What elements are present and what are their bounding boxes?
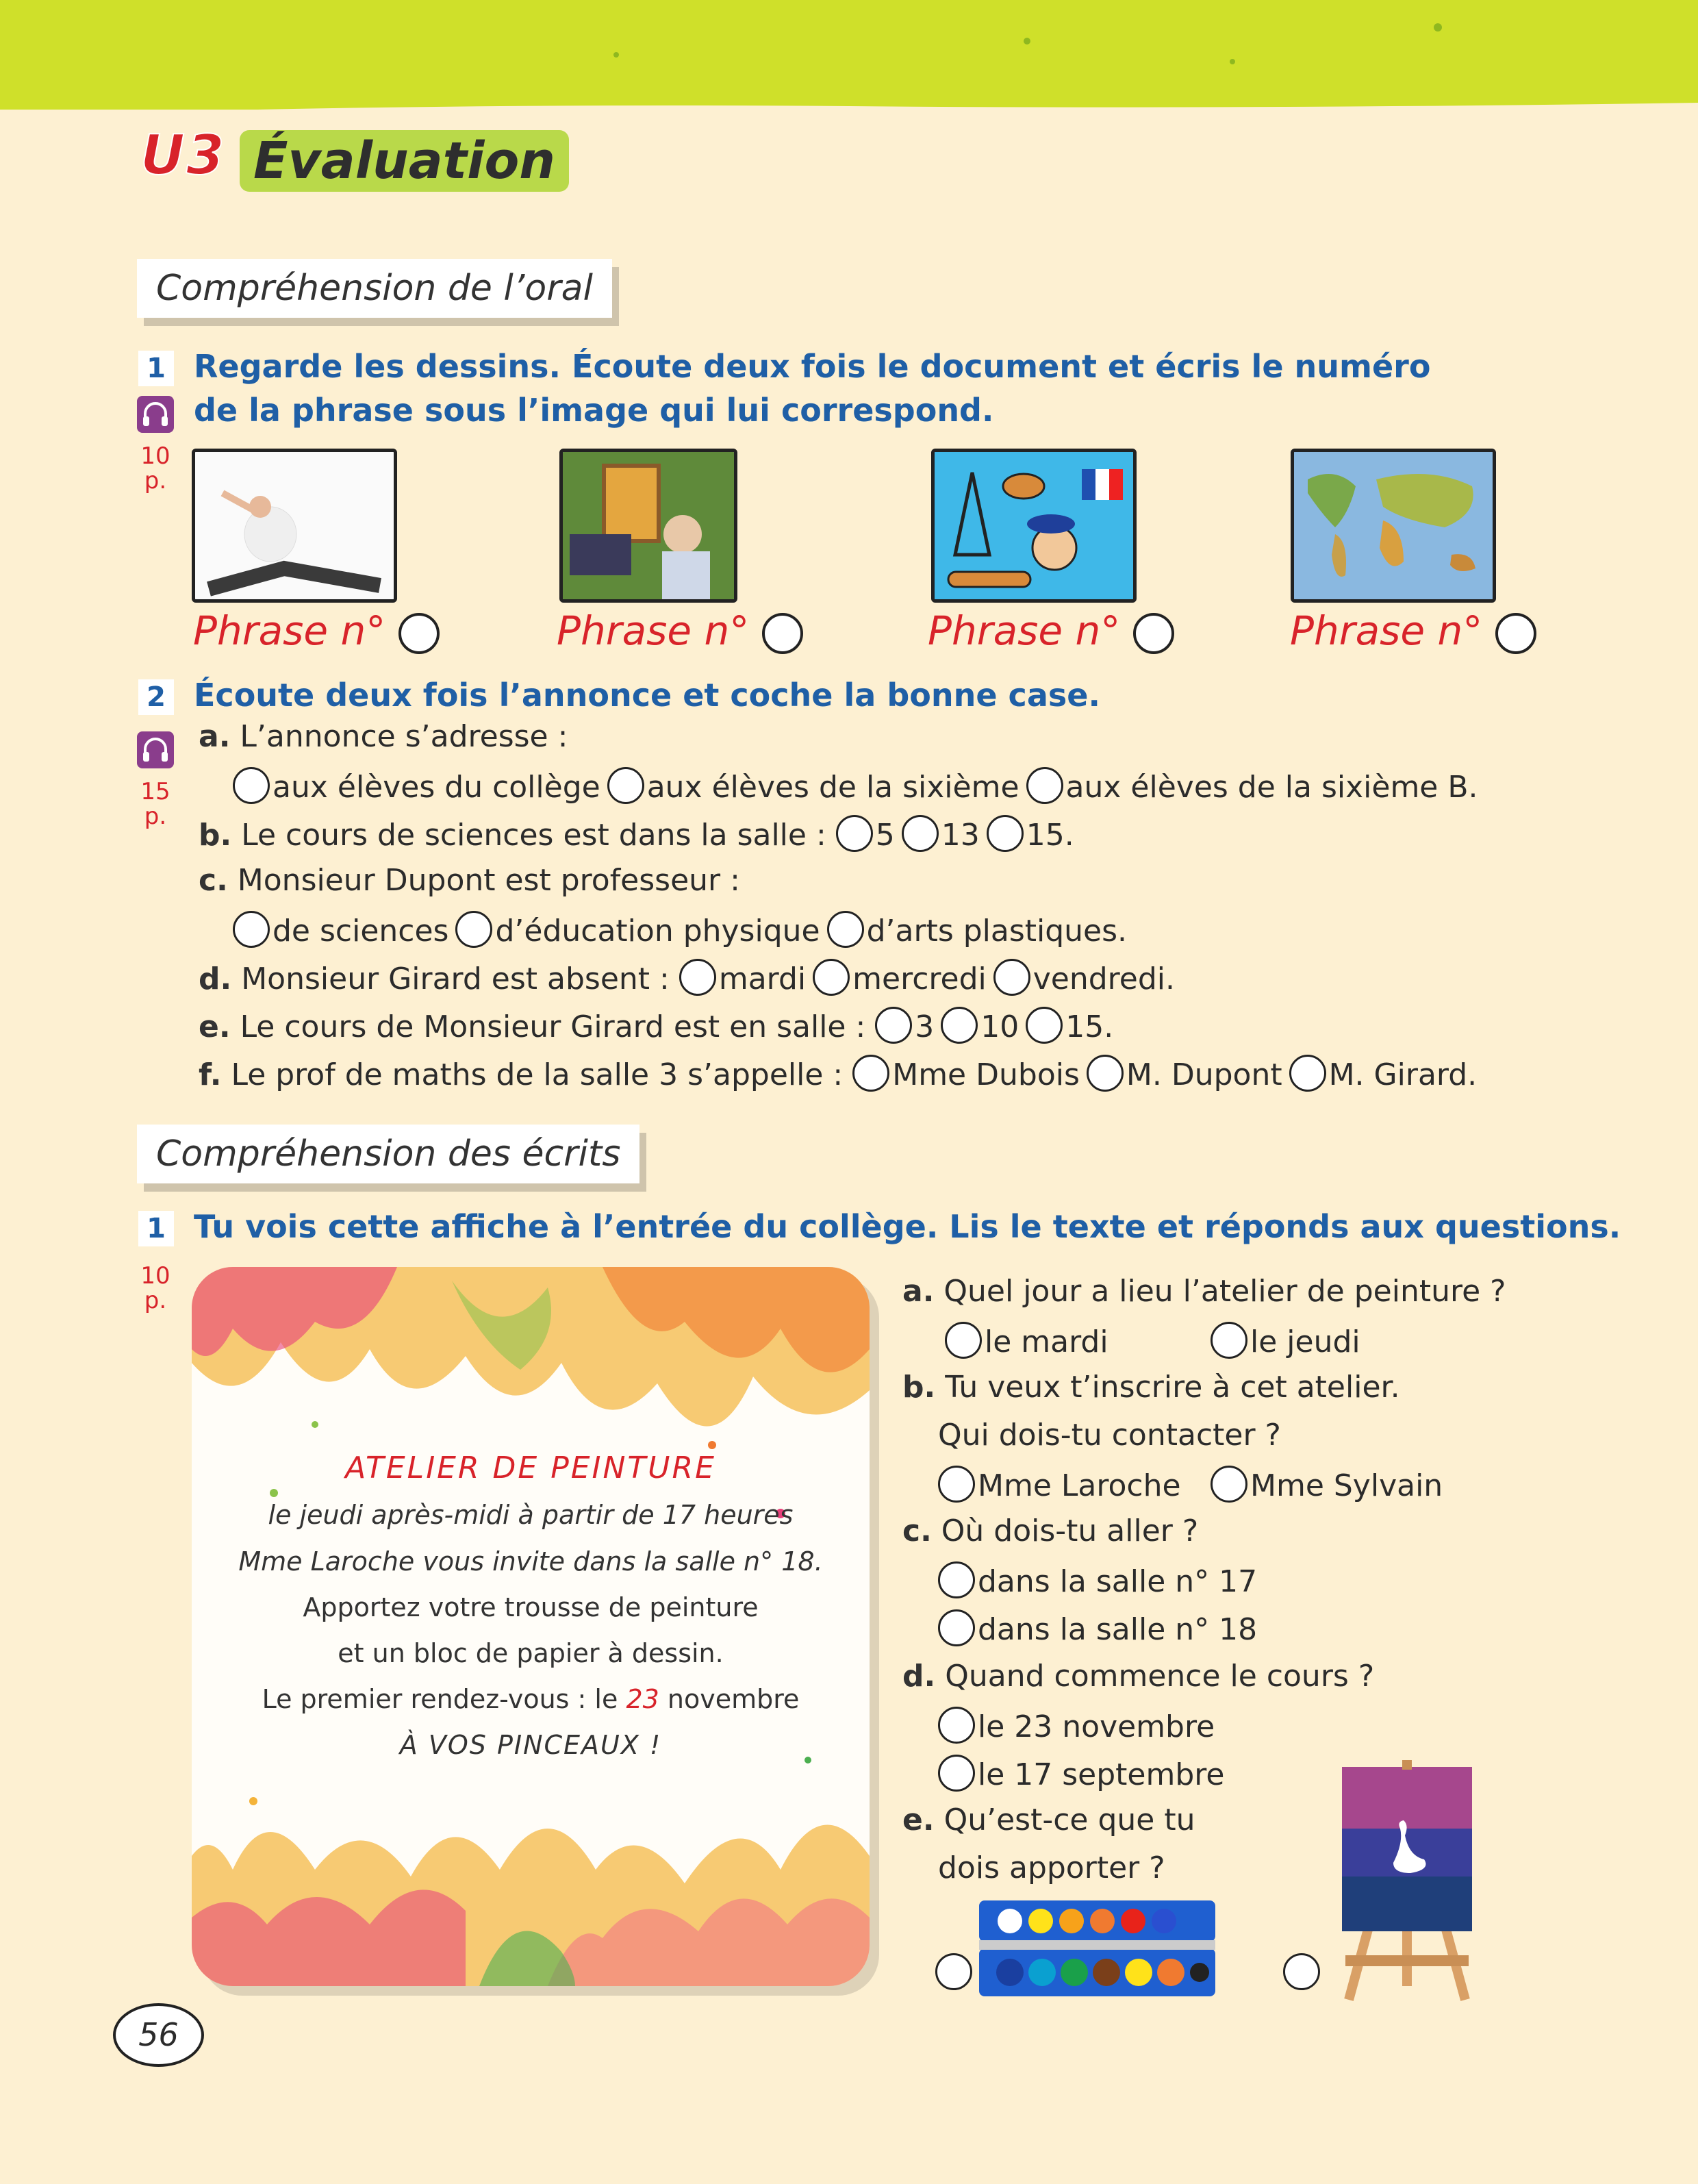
points-value: 10 [140,1262,170,1290]
section-header-oral: Compréhension de l’oral [137,259,612,318]
option-text: d’éducation physique [495,914,820,949]
checkbox-circle[interactable] [1289,1055,1326,1092]
option-text: aux élèves de la sixième [646,770,1019,805]
question-f [199,1055,1477,1092]
option-text: 13 [941,818,980,853]
headphones-icon [137,396,174,433]
points-label [135,444,176,493]
question-letter: f. [199,1057,222,1092]
question-letter: a. [902,1274,935,1309]
checkbox-circle[interactable] [1026,1007,1063,1044]
option-d1 [938,1707,1215,1744]
question-text: Le cours de Monsieur Girard est en salle : [240,1009,866,1044]
poster-line: le jeudi après-midi à partir de 17 heures [268,1500,794,1530]
phrase-text: Phrase n° [557,607,750,654]
page-number: 56 [113,2003,204,2067]
option-text: Mme Sylvain [1250,1468,1443,1503]
exercise-number: 2 [138,679,174,715]
watercolor-splash-decoration [192,1267,870,1986]
checkbox-circle[interactable] [1087,1055,1124,1092]
checkbox-circle[interactable] [836,815,873,852]
checkbox-circle[interactable] [938,1707,975,1744]
question-text: Où dois-tu aller ? [941,1514,1199,1548]
options-b [1211,1466,1443,1503]
question-d [199,959,1175,996]
option-text: M. Dupont [1126,1057,1282,1092]
watercolor-paint-box [979,1900,1215,1996]
exercise-number: 1 [138,1211,174,1246]
question-text: Monsieur Dupont est professeur : [237,863,740,898]
question-a [199,719,568,754]
question-c [199,863,740,898]
yoga-stretch-photo [192,449,397,603]
phrase-label-1 [193,607,440,654]
checkbox-circle[interactable] [938,1561,975,1598]
question-letter: c. [902,1514,932,1548]
option-text: le 23 novembre [978,1709,1215,1744]
unit-badge: U3 [140,123,226,187]
points-label [135,779,176,829]
question-d [902,1659,1374,1694]
poster-line: Apportez votre trousse de peinture [303,1592,759,1622]
question-text: Monsieur Girard est absent : [241,962,670,996]
question-text: Le cours de sciences est dans la salle : [241,818,826,853]
checkbox-circle[interactable] [875,1007,912,1044]
points-unit: p. [144,1287,167,1314]
checkbox-circle[interactable] [935,1953,972,1990]
points-unit: p. [144,467,167,494]
poster-line [192,1684,870,1714]
exercise-instruction-line1: Regarde les dessins. Écoute deux fois le document et écris le numéro [194,348,1431,385]
poster-text: Le premier rendez-vous : le [262,1684,618,1714]
phrase-text: Phrase n° [1290,607,1483,654]
answer-circle[interactable] [1133,613,1174,654]
phrase-label-2 [557,607,803,654]
phrase-text: Phrase n° [928,607,1121,654]
checkbox-circle[interactable] [902,815,939,852]
points-unit: p. [144,803,167,830]
headphones-icon [137,731,174,768]
checkbox-circle[interactable] [679,959,716,996]
poster-text: novembre [667,1684,800,1714]
question-e [199,1007,1113,1044]
option-text: aux élèves de la sixième B. [1065,770,1478,805]
question-b [199,815,1074,853]
checkbox-circle[interactable] [813,959,850,996]
question-c [902,1514,1198,1548]
options-a [233,767,1478,805]
exercise-number: 1 [138,351,174,386]
question-letter: d. [902,1659,936,1694]
question-text: Qu’est-ce que tu [943,1803,1195,1837]
option-text: le mardi [985,1325,1108,1359]
options-a [945,1322,1108,1359]
section-header-written: Compréhension des écrits [137,1125,639,1183]
question-letter: e. [902,1803,935,1837]
answer-circle[interactable] [398,613,440,654]
answer-circle[interactable] [1495,613,1536,654]
checkbox-circle[interactable] [1283,1953,1320,1990]
question-e-line2: dois apporter ? [938,1850,1165,1885]
checkbox-circle[interactable] [1026,767,1063,804]
option-text: 15. [1026,818,1074,853]
question-text: L’annonce s’adresse : [240,719,568,754]
exercise-instruction-line2: de la phrase sous l’image qui lui correspond. [194,392,994,429]
option-text: vendredi. [1032,962,1175,996]
question-text: Quand commence le cours ? [945,1659,1375,1694]
france-symbols-drawing [931,449,1137,603]
option-text: aux élèves du collège [273,770,600,805]
option-c1 [938,1561,1257,1599]
checkbox-circle[interactable] [993,959,1030,996]
poster-slogan: À VOS PINCEAUX ! [399,1730,662,1760]
painting-workshop-poster [192,1267,870,1986]
option-text: mercredi [852,962,987,996]
checkbox-circle[interactable] [233,911,270,948]
page-title: Évaluation [240,130,569,192]
option-text: le jeudi [1250,1325,1360,1359]
option-d2 [938,1755,1225,1792]
checkbox-circle[interactable] [987,815,1024,852]
checkbox-circle[interactable] [938,1466,975,1503]
question-letter: d. [199,962,232,996]
phrase-text: Phrase n° [193,607,386,654]
checkbox-circle[interactable] [1211,1322,1247,1359]
option-text: Mme Dubois [892,1057,1080,1092]
question-a [902,1274,1506,1309]
poster-title: ATELIER DE PEINTURE [345,1451,716,1485]
question-e [902,1803,1195,1837]
question-b-line2: Qui dois-tu contacter ? [938,1418,1281,1453]
poster-line: Mme Laroche vous invite dans la salle n° 18. [238,1546,823,1577]
checkbox-circle[interactable] [233,767,270,804]
option-text: M. Girard. [1328,1057,1478,1092]
checkbox-circle[interactable] [1211,1466,1247,1503]
checkbox-circle[interactable] [827,911,864,948]
answer-circle[interactable] [762,613,803,654]
exercise-instruction: Écoute deux fois l’annonce et coche la bonne case. [194,677,1100,714]
options-a [1211,1322,1360,1359]
option-text: 5 [875,818,895,853]
checkbox-circle[interactable] [938,1755,975,1792]
poster-line: et un bloc de papier à dessin. [338,1638,724,1668]
question-letter: e. [199,1009,231,1044]
checkbox-circle[interactable] [941,1007,978,1044]
top-decorative-band [0,0,1698,110]
question-b [902,1370,1400,1405]
checkbox-circle[interactable] [938,1609,975,1646]
option-text: Mme Laroche [978,1468,1181,1503]
poster-date-number: 23 [626,1684,659,1714]
question-letter: b. [199,818,232,853]
checkbox-circle[interactable] [945,1322,982,1359]
checkbox-circle[interactable] [607,767,644,804]
question-letter: b. [902,1370,936,1405]
option-text: le 17 septembre [978,1757,1225,1792]
question-text: Tu veux t’inscrire à cet atelier. [945,1370,1400,1405]
points-label [135,1264,176,1313]
option-text: 15. [1065,1009,1114,1044]
question-letter: c. [199,863,228,898]
world-map-image [1291,449,1496,603]
child-painting-photo [559,449,737,603]
option-text: mardi [718,962,807,996]
phrase-label-3 [928,607,1174,654]
option-text: 3 [915,1009,935,1044]
exercise-instruction: Tu vois cette affiche à l’entrée du collège. Lis le texte et réponds aux questions. [194,1208,1621,1245]
question-text: Le prof de maths de la salle 3 s’appelle : [231,1057,844,1092]
options-b [938,1466,1181,1503]
options-c [233,911,1127,949]
option-text: d’arts plastiques. [866,914,1128,949]
option-text: dans la salle n° 18 [978,1612,1258,1647]
points-value: 10 [140,442,170,470]
checkbox-circle[interactable] [455,911,492,948]
question-letter: a. [199,719,231,754]
option-c2 [938,1609,1257,1647]
phrase-label-4 [1290,607,1536,654]
option-text: dans la salle n° 17 [978,1564,1258,1599]
easel-swan-painting [1328,1760,1486,2007]
option-text: 10 [980,1009,1019,1044]
option-text: de sciences [273,914,449,949]
question-text: Quel jour a lieu l’atelier de peinture ? [943,1274,1506,1309]
points-value: 15 [140,778,170,805]
checkbox-circle[interactable] [852,1055,889,1092]
